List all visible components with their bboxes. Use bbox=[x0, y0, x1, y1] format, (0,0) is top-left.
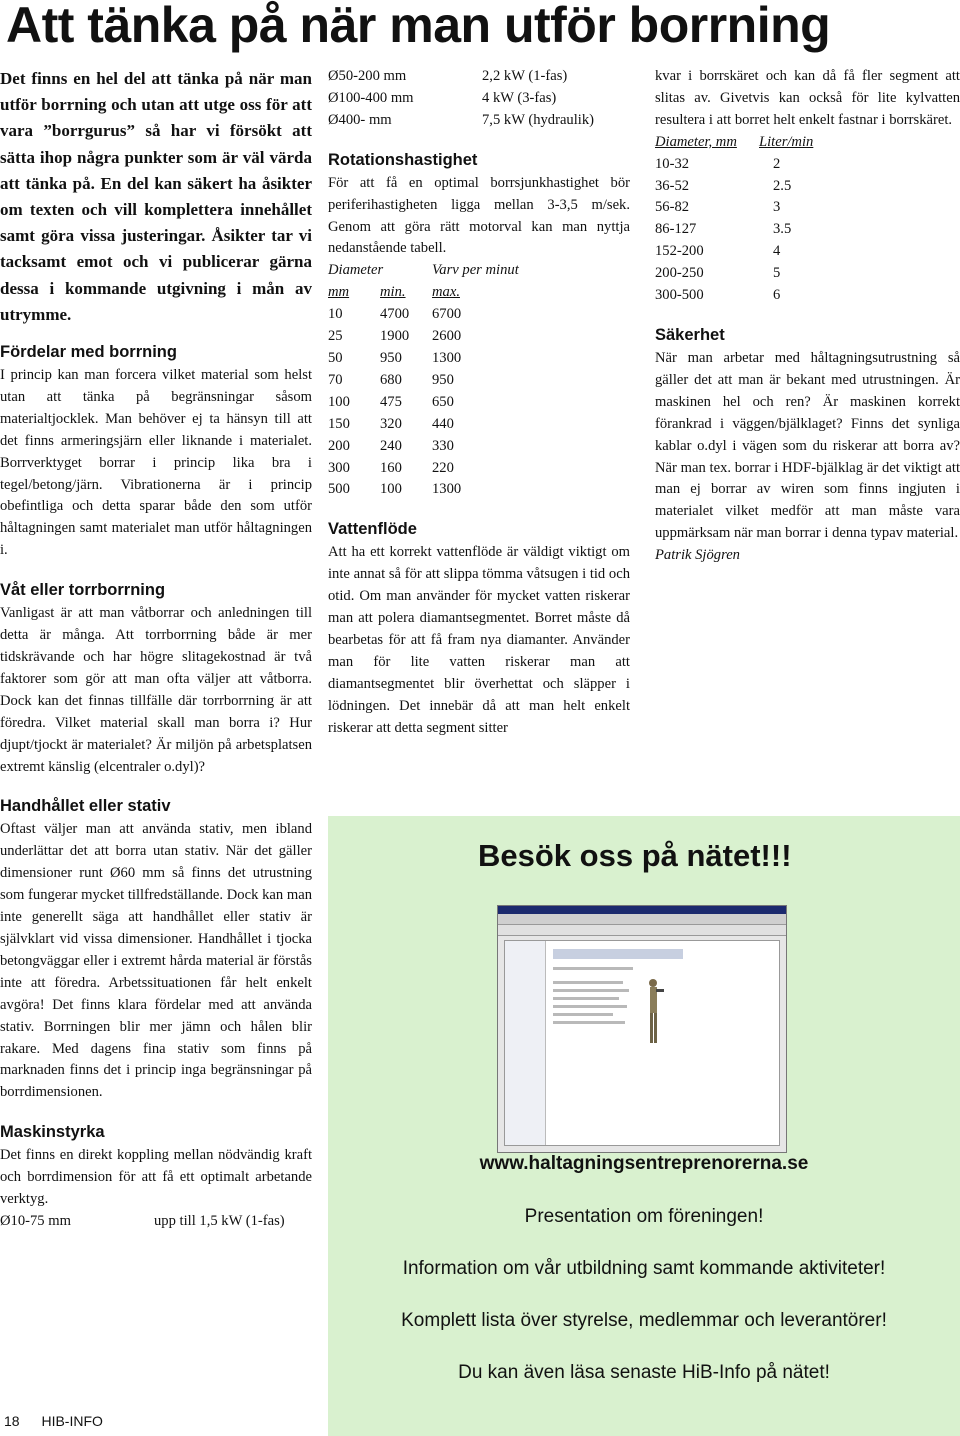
water-cell-liter: 3 bbox=[773, 199, 781, 216]
rpm-cell-min: 950 bbox=[380, 349, 402, 366]
section-fordelar bbox=[0, 342, 312, 562]
power-dim: Ø100-400 mm bbox=[328, 89, 414, 106]
rpm-table-subheader bbox=[328, 282, 630, 304]
section-text: Det finns en direkt koppling mellan nödvändig kraft och borrdimension för att få ett optimalt arbetande verktyg. bbox=[0, 1147, 312, 1208]
rpm-header-diameter: Diameter bbox=[328, 262, 384, 279]
power-table-row bbox=[328, 66, 630, 132]
website-screenshot bbox=[497, 905, 787, 1153]
section-text-continued: kvar i borrskäret och kan då få fler segment att slitas av. Givetvis kan också för lite kylvatten resultera i att borret helt enkelt fastnar i borrskäret. bbox=[655, 68, 960, 128]
web-line-1: Presentation om föreningen! bbox=[524, 1206, 764, 1227]
section-text: Att ha ett korrekt vattenflöde är väldigt viktigt om inte annat så för att slippa tömma våtsugen i tid och otid. Om man använder för mycket vatten riskerar man att polera diamantsegmentet. Borret måste då bearbetas för att få fram nya diamanter. Använder man för lite vatten riskerar man att diamantsegmentet blir överhettat och släpper i lödningen. Det innebär då att man helt enkelt riskerar att detta segment sitter bbox=[328, 544, 630, 736]
power-value: 7,5 kW (hydraulik) bbox=[482, 111, 594, 128]
section-vattenflode bbox=[328, 519, 630, 739]
water-cell-liter: 5 bbox=[773, 265, 781, 282]
section-heading: Våt eller torrborrning bbox=[0, 581, 166, 600]
rpm-cell-max: 2600 bbox=[432, 328, 462, 345]
section-heading: Maskinstyrka bbox=[0, 1123, 105, 1142]
rpm-cell-diameter: 200 bbox=[328, 437, 350, 454]
section-text: I princip kan man forcera vilket material som helst utan att tänka på begränsningar såsom materialtjocklek. Man behöver ej ta hänsyn till att det finns armeringsjärn eller liknande i materialet. Borrverktyget borrar i princip lika bra i tegel/betong/järn. Vibrationerna är i princip obefintliga och detta sparar både den som utför håltagningen samt materialet man utför håltagningen i. bbox=[0, 367, 312, 559]
section-vattenflode-cont bbox=[655, 66, 960, 307]
rpm-cell-diameter: 150 bbox=[328, 415, 350, 432]
water-cell-diameter: 56-82 bbox=[655, 199, 690, 216]
section-heading: Vattenflöde bbox=[328, 520, 417, 539]
power-value: upp till 1,5 kW (1-fas) bbox=[154, 1212, 285, 1229]
rpm-cell-max: 220 bbox=[432, 459, 454, 476]
rpm-cell-min: 680 bbox=[380, 371, 402, 388]
rpm-cell-min: 475 bbox=[380, 393, 402, 410]
water-table-header bbox=[655, 132, 960, 154]
water-cell-diameter: 10-32 bbox=[655, 155, 690, 172]
section-heading: Handhållet eller stativ bbox=[0, 797, 171, 816]
rpm-cell-min: 4700 bbox=[380, 306, 410, 323]
water-header-diameter: Diameter, mm bbox=[655, 133, 737, 150]
water-cell-liter: 6 bbox=[773, 287, 781, 304]
water-table-body bbox=[655, 154, 960, 307]
publication-name: HIB-INFO bbox=[41, 1413, 103, 1429]
section-heading: Säkerhet bbox=[655, 325, 725, 344]
rpm-cell-min: 100 bbox=[380, 481, 402, 498]
power-value: 2,2 kW (1-fas) bbox=[482, 68, 568, 84]
rpm-cell-diameter: 10 bbox=[328, 306, 343, 323]
web-promo-title: Besök oss på nätet!!! bbox=[478, 838, 792, 873]
rpm-cell-diameter: 300 bbox=[328, 459, 350, 476]
rpm-header-varv: Varv per minut bbox=[432, 262, 519, 279]
water-cell-liter: 3.5 bbox=[773, 221, 792, 238]
water-cell-diameter: 86-127 bbox=[655, 221, 697, 238]
page-footer bbox=[4, 1413, 121, 1429]
water-header-liter: Liter/min bbox=[759, 133, 814, 150]
rpm-cell-max: 1300 bbox=[432, 481, 462, 498]
rpm-cell-diameter: 500 bbox=[328, 481, 350, 498]
section-text: För att få en optimal borrsjunkhastighet bör periferihastigheten ligga mellan 3-3,5 m/sek. Genom att göra rätt motorval kan man nyttja nedanstående tabell. bbox=[328, 174, 630, 257]
web-line-2: Information om vår utbildning samt kommande aktiviteter! bbox=[402, 1258, 886, 1279]
rpm-cell-diameter: 70 bbox=[328, 371, 343, 388]
power-value: 4 kW (3-fas) bbox=[482, 89, 557, 106]
power-dim: Ø10-75 mm bbox=[0, 1212, 71, 1229]
power-dim: Ø400- mm bbox=[328, 111, 392, 128]
section-sakerhet bbox=[655, 325, 960, 567]
water-cell-diameter: 36-52 bbox=[655, 177, 690, 194]
section-rotation bbox=[328, 150, 630, 502]
web-line-3: Komplett lista över styrelse, medlemmar och leverantörer! bbox=[401, 1310, 887, 1331]
rpm-table-body bbox=[328, 304, 630, 501]
headline: Att tänka på när man utför borrning bbox=[6, 0, 831, 53]
water-cell-liter: 4 bbox=[773, 243, 781, 260]
rpm-cell-min: 1900 bbox=[380, 328, 410, 345]
column-1 bbox=[0, 66, 312, 1251]
section-text: Oftast väljer man att använda stativ, men ibland underlättar det att borra utan stativ. När det gäller dimensioner runt Ø60 mm så finns det utrustning som fungerar mycket tillfredställande. Dock kan man inte generellt säga att handhållet eller stativ är självklart vid vissa dimensioner. Handhållet i tjocka betongväggar eller i extremt hårda material är förstås inte att föredra. Arbetssituationen får helt enkelt avgöra! Det finns klara fördelar med att använda stativ. Borrningen blir mer jämn och hålen blir rakare. Med dagens fina stativ som finns på marknaden finns det i princip inga begränsningar på borrdimensionen. bbox=[0, 821, 312, 1101]
rpm-table-header bbox=[328, 260, 630, 282]
web-line-4: Du kan även läsa senaste HiB-Info på nätet! bbox=[458, 1362, 830, 1383]
section-text: När man arbetar med håltagningsutrustning så gäller det att man är bekant med utrustningen. Är maskinen hel och ren? Är maskinen korrekt förankrad i väggen/bjälklaget? Finns det synliga kablar o.dyl i vägen som du riskerar att borra av? När man tex. borrar i HDF-bjälklag är det viktigt att man ej borrar av wiren som finns ingjuten i materialet vilket medför att man måste vara uppmärksam när man borrar i denna typav material. bbox=[655, 349, 960, 542]
section-heading: Rotationshastighet bbox=[328, 150, 478, 169]
rpm-cell-max: 1300 bbox=[432, 349, 462, 366]
rpm-cell-max: 330 bbox=[432, 437, 454, 454]
rpm-cell-max: 950 bbox=[432, 371, 454, 388]
water-cell-diameter: 300-500 bbox=[655, 287, 704, 304]
section-vat bbox=[0, 580, 312, 778]
power-table-row bbox=[0, 1211, 312, 1233]
power-table bbox=[328, 66, 630, 132]
rpm-cell-max: 650 bbox=[432, 393, 454, 410]
power-dim: Ø50-200 mm bbox=[328, 68, 407, 84]
rpm-header-max: max. bbox=[432, 284, 460, 301]
rpm-cell-diameter: 100 bbox=[328, 393, 350, 410]
rpm-cell-diameter: 25 bbox=[328, 328, 343, 345]
rpm-cell-diameter: 50 bbox=[328, 349, 343, 366]
rpm-cell-max: 6700 bbox=[432, 306, 462, 323]
rpm-header-mm: mm bbox=[328, 284, 350, 301]
rpm-cell-min: 160 bbox=[380, 459, 402, 476]
section-handhallet bbox=[0, 796, 312, 1104]
website-url[interactable]: www.haltagningsentreprenorerna.se bbox=[479, 1153, 809, 1174]
water-cell-liter: 2.5 bbox=[773, 177, 792, 194]
section-maskinstyrka bbox=[0, 1122, 312, 1233]
lead-paragraph: Det finns en hel del att tänka på när man utför borrning och utan att utge oss för att vara ”borrgurus” så har vi försökt att sätta ihop några punkter som är väl värda att tänka på. En del kan säkert ha åsikter om texten och vill komplettera innehållet samt göra vissa justeringar. Åsikter tar vi tacksamt emot och vi publicerar gärna dessa i kommande utgivning i mån av utrymme. bbox=[0, 69, 312, 324]
rpm-cell-min: 240 bbox=[380, 437, 402, 454]
column-3 bbox=[655, 66, 960, 585]
water-cell-diameter: 152-200 bbox=[655, 243, 704, 260]
web-promo-box bbox=[328, 816, 960, 1436]
section-heading: Fördelar med borrning bbox=[0, 343, 177, 362]
page-number: 18 bbox=[4, 1413, 20, 1429]
column-2 bbox=[328, 66, 630, 757]
worker-figure-icon bbox=[645, 977, 665, 1047]
rpm-cell-max: 440 bbox=[432, 415, 454, 432]
water-cell-liter: 2 bbox=[773, 155, 781, 172]
rpm-header-min: min. bbox=[380, 284, 406, 301]
section-text: Vanligast är att man våtborrar och anledningen till detta är många. Att torrborrning både är mer tidskrävande och har högre slitagekostnad är två faktorer som gör att man ofta väljer att våtborra. Dock kan det finnas tillfälle där torrborrning är att föredra. Vilket material skall man borra i? Hur djupt/tjockt är materialet? Är miljön på arbetsplatsen extremt känslig (elcentraler o.dyl)? bbox=[0, 605, 312, 775]
rpm-cell-min: 320 bbox=[380, 415, 402, 432]
water-cell-diameter: 200-250 bbox=[655, 265, 704, 282]
author: Patrik Sjögren bbox=[655, 547, 740, 564]
